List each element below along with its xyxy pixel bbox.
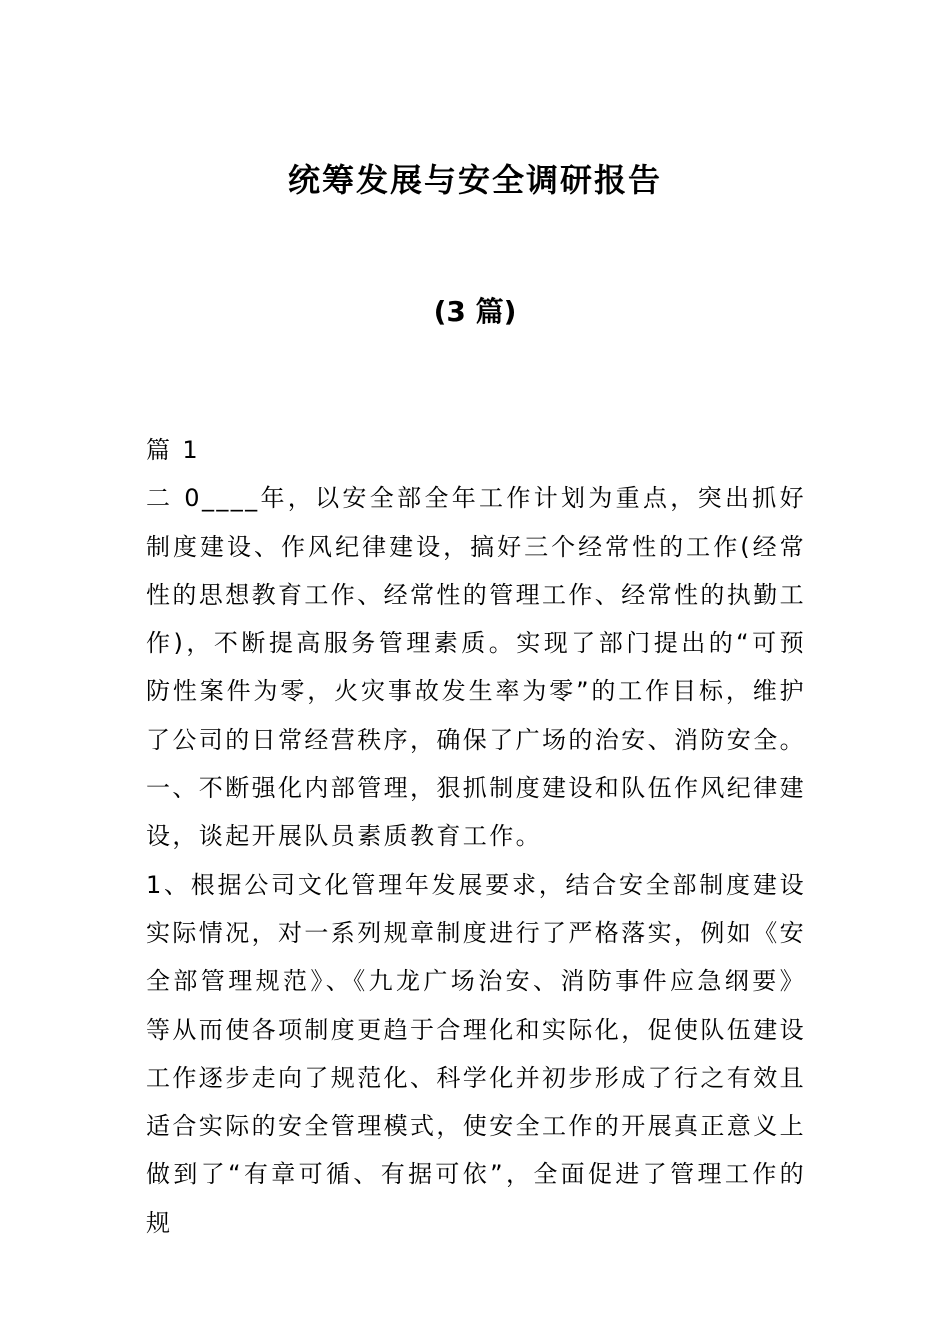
document-title: 统筹发展与安全调研报告 [287,161,662,199]
document-body [146,426,806,1247]
document-subtitle: (3 篇) [433,295,517,328]
paragraph: 一、不断强化内部管理，狠抓制度建设和队伍作风纪律建设，谈起开展队员素质教育工作。 [146,774,806,851]
paragraph: 1、根据公司文化管理年发展要求，结合安全部制度建设实际情况，对一系列规章制度进行了严格落实，例如《安全部管理规范》、《九龙广场治安、消防事件应急纲要》等从而使各项制度更趋于合理化和实际化，促使队伍建设工作逐步走向了规范化、科学化并初步形成了行之有效且适合实际的安全管理模式，使安全工作的开展真正意义上做到了“有章可循、有据可依”，全面促进了管理工作的规 [146,870,806,1237]
paragraph: 二 0____年，以安全部全年工作计划为重点，突出抓好制度建设、作风纪律建设，搞好三个经常性的工作(经常性的思想教育工作、经常性的管理工作、经常性的执勤工作)，不断提高服务管理素质。实现了部门提出的“可预防性案件为零，火灾事故发生率为零”的工作目标，维护了公司的日常经营秩序，确保了广场的治安、消防安全。 [146,484,806,754]
section-label: 篇 1 [146,436,201,464]
